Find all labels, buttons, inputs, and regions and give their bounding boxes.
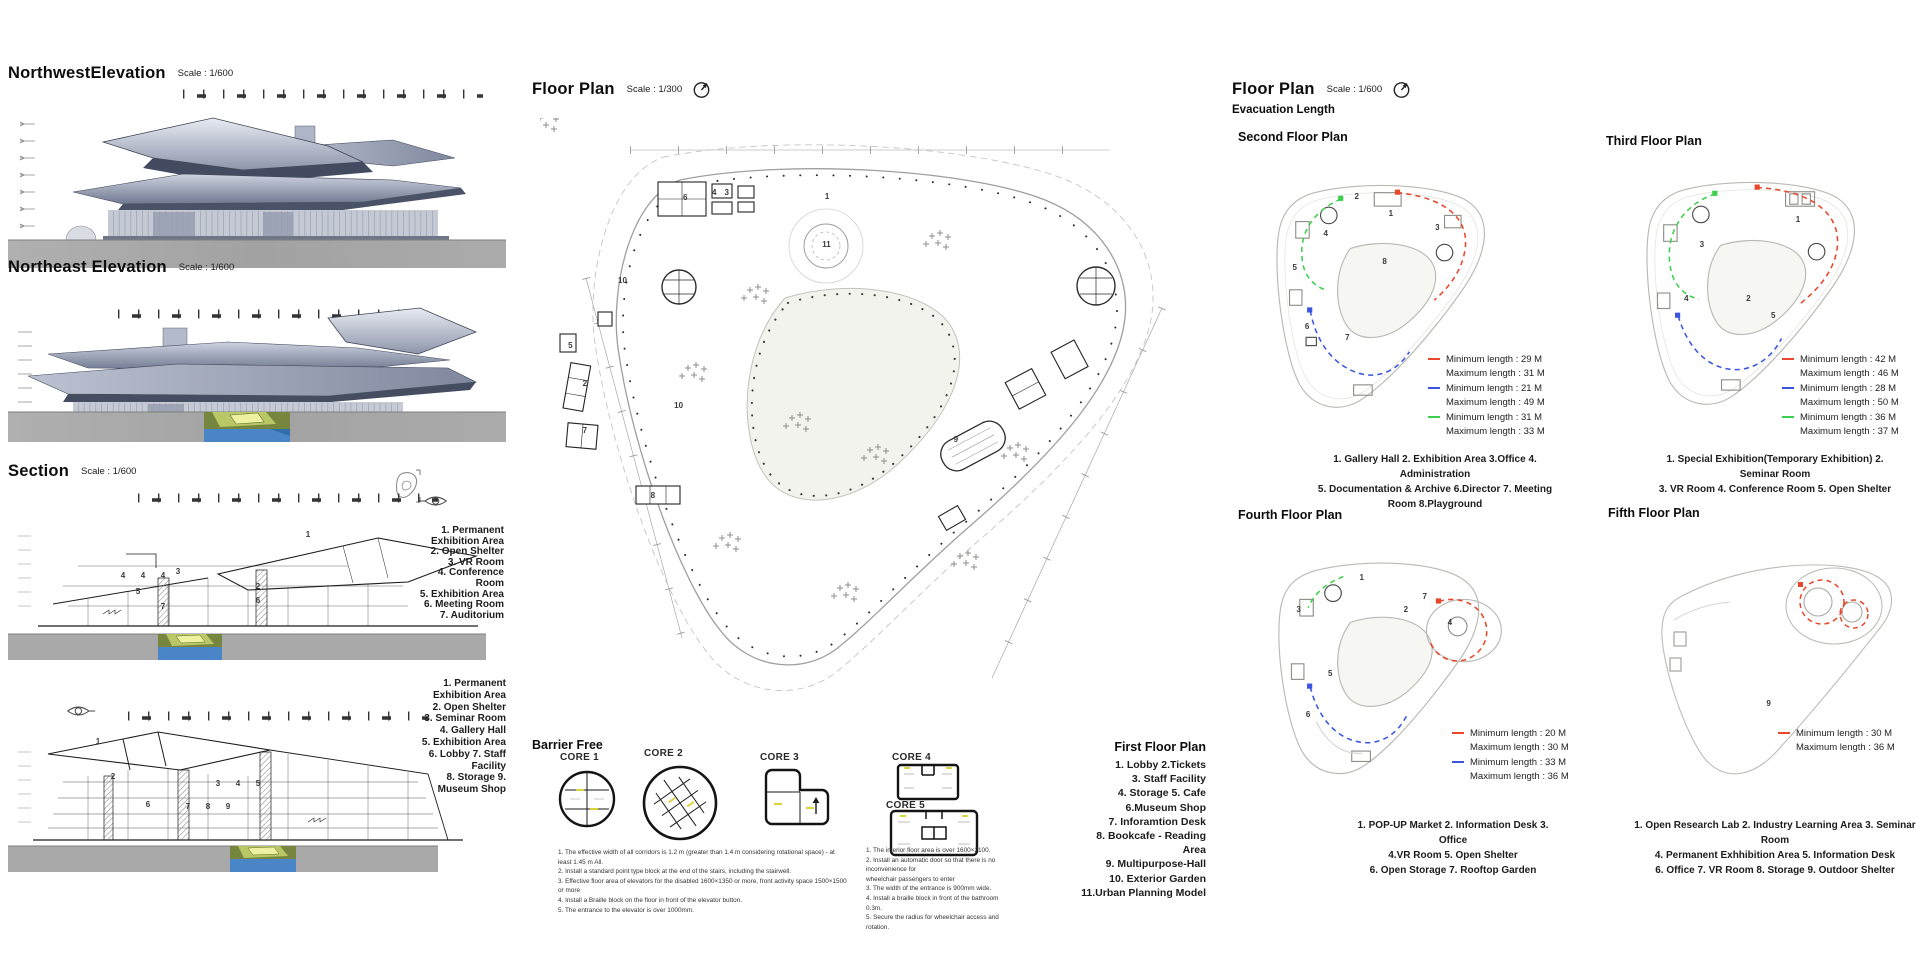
blue-dash-icon: [1782, 387, 1794, 389]
core3-label: CORE 3: [760, 752, 800, 763]
north-arrow-icon: [1392, 80, 1411, 99]
evac-min: Minimum length : 20 M: [1470, 727, 1567, 739]
third-floor-legend-line: 3. VR Room 4. Conference Room 5. Open Shelter: [1658, 484, 1892, 495]
third-floor-legend: [1650, 452, 1900, 497]
northeast-elevation-scale: Scale : 1/600: [178, 262, 235, 273]
section2-legend-line: 5. Exhibition Area: [421, 736, 506, 748]
plan-number-label: 1: [1795, 214, 1801, 224]
second-floor-legend-line: 5. Documentation & Archive 6.Director 7. Meeting Room 8.Playground: [1317, 484, 1553, 510]
evac-max: Maximum length : 30 M: [1470, 742, 1569, 754]
evac-max: Maximum length : 37 M: [1800, 426, 1899, 438]
green-dash-icon: [1782, 416, 1794, 418]
section1-legend-line: 4. Conference Room: [437, 567, 504, 589]
core2-plan: [638, 758, 722, 846]
plan-number-label: 10: [618, 275, 627, 285]
first-floor-legend-line: 6.Museum Shop: [1125, 801, 1206, 814]
plan-number-label: 8: [1382, 257, 1387, 267]
barrier-free-note: 3. Effective floor area of elevators for the disabled 1600×1350 or more, front activity space 1500×1500 or more: [558, 877, 847, 895]
section-scale: Scale : 1/600: [81, 466, 137, 477]
first-floor-legend-line: 10. Exterior Garden: [1109, 872, 1206, 885]
first-floor-legend: [1076, 758, 1206, 900]
plan-number-label: 8: [650, 491, 656, 501]
evac-max: Maximum length : 31 M: [1446, 368, 1545, 380]
main-floor-plan: [540, 118, 1200, 743]
core4-label: CORE 4: [892, 752, 932, 763]
plan-number-label: 3: [175, 567, 181, 577]
fifth-floor-legend-line: 4. Permanent Exhhibition Area 5. Information Desk: [1654, 850, 1896, 861]
third-floor-evac-legend: [1782, 352, 1899, 439]
level-markers: [18, 332, 32, 402]
section2-legend-line: 8. Storage 9. Museum Shop: [437, 772, 506, 796]
plan-number-label: 4: [1447, 618, 1453, 628]
plan-number-label: 3: [1699, 240, 1705, 250]
section1-legend-line: Exhibition Area: [431, 535, 504, 547]
section1-legend-line: 3. VR Room: [447, 556, 504, 568]
section-header: [8, 462, 136, 481]
plan-number-label: 2: [110, 771, 116, 781]
section2-legend-line: Exhibition Area: [433, 689, 506, 701]
fourth-floor-legend-line: 4.VR Room 5. Open Shelter: [1388, 850, 1518, 861]
underground-section-box: [158, 634, 222, 660]
second-floor-evac-legend: [1428, 352, 1545, 439]
barrier-free-note: 5. The entrance to the elevator is over 1000mm.: [558, 906, 694, 914]
plan-number-label: 5: [1292, 262, 1297, 272]
section-title: Section: [8, 462, 69, 480]
red-dash-icon: [1778, 732, 1790, 734]
plan-number-label: 1: [1359, 572, 1364, 582]
plan-number-label: 3: [1435, 223, 1440, 233]
plan-number-label: 6: [682, 193, 688, 202]
plan-number-label: 1: [305, 529, 311, 539]
section2-legend-line: 1. Permanent: [443, 678, 506, 689]
plan-number-label: 4: [140, 571, 146, 580]
plan-number-label: 3: [215, 779, 221, 789]
plan-number-label: 7: [185, 801, 191, 811]
fourth-floor-legend-line: 1. POP-UP Market 2. Information Desk 3. Office: [1357, 820, 1549, 846]
evac-max: Maximum length : 49 M: [1446, 397, 1545, 409]
evac-min: Minimum length : 36 M: [1800, 411, 1897, 423]
evac-max: Maximum length : 46 M: [1800, 368, 1899, 380]
section1-legend-line: 5. Exhibition Area: [419, 588, 504, 600]
plan-number-label: 9: [1766, 699, 1771, 709]
first-floor-legend-line: 11.Urban Planning Model: [1081, 886, 1206, 899]
plan-number-label: 9: [953, 434, 959, 444]
evacuation-header: [1232, 80, 1411, 99]
northwest-elevation-drawing: [8, 86, 506, 268]
northeast-elevation-title: Northeast Elevation: [8, 258, 167, 276]
core1-label: CORE 1: [560, 752, 600, 763]
second-floor-legend: [1310, 452, 1560, 512]
fourth-floor-title: Fourth Floor Plan: [1238, 508, 1343, 522]
barrier-free-notes-right: [866, 846, 1016, 932]
barrier-free-notes-left: [558, 848, 848, 915]
plan-number-label: 2: [255, 581, 261, 591]
barrier-free-note: 5. Secure the radius for wheelchair access and rotation.: [866, 914, 999, 931]
underground-section-box: [230, 846, 296, 872]
evac-min: Minimum length : 30 M: [1796, 727, 1893, 739]
barrier-free-note: 4. Install a braille block in front of the bathroom 0.3m.: [866, 894, 999, 912]
evac-min: Minimum length : 31 M: [1446, 411, 1543, 423]
green-dash-icon: [1428, 416, 1440, 418]
evac-max: Maximum length : 50 M: [1800, 397, 1899, 409]
plan-number-label: 5: [135, 587, 141, 597]
plan-number-label: 7: [1422, 591, 1427, 601]
fourth-floor-evac-legend: [1452, 726, 1569, 784]
north-arrow-icon: [692, 80, 711, 99]
fifth-floor-evac-legend: [1778, 726, 1895, 755]
building-elevation: [66, 118, 466, 240]
scale-bar: [183, 94, 483, 96]
plan-number-label: 8: [205, 801, 211, 811]
first-floor-legend-line: 7. Inforamtion Desk: [1108, 815, 1206, 828]
first-floor-legend-line: 4. Storage 5. Cafe: [1117, 787, 1206, 800]
northeast-elevation-drawing: [8, 284, 506, 442]
floor-plan-scale: Scale : 1/300: [626, 84, 683, 95]
level-markers: [20, 122, 35, 228]
floor-plan-title: Floor Plan: [532, 80, 615, 98]
evac-max: Maximum length : 36 M: [1470, 771, 1569, 783]
first-floor-legend-line: 1. Lobby 2.Tickets: [1115, 759, 1206, 771]
plan-number-label: 9: [225, 801, 231, 811]
evacuation-floor-plan-title: Floor Plan: [1232, 80, 1315, 98]
section1-legend-line: 6. Meeting Room: [423, 599, 504, 611]
plan-number-label: 2: [1746, 293, 1751, 303]
plan-number-label: 6: [1305, 709, 1311, 719]
plan-number-label: 2: [582, 379, 588, 389]
northwest-elevation-title: NorthwestElevation: [8, 64, 166, 82]
section1-legend-line: 7. Auditorium: [439, 609, 504, 621]
barrier-free-note: wheelchair passengers to enter: [866, 875, 955, 883]
evac-min: Minimum length : 42 M: [1800, 353, 1897, 365]
plan-number-label: 6: [145, 799, 151, 809]
northwest-elevation-scale: Scale : 1/600: [177, 68, 234, 79]
evacuation-floor-plan-scale: Scale : 1/600: [1326, 84, 1383, 95]
core5-label: CORE 5: [886, 800, 926, 811]
core1-plan: [556, 766, 618, 832]
plan-number-label: 11: [822, 239, 831, 249]
plan-number-label: 5: [1327, 669, 1333, 679]
plan-number-label: 4: [160, 571, 166, 580]
first-floor-legend-line: 8. Bookcafe - Reading Area: [1096, 830, 1206, 857]
plan-number-label: 2: [1403, 605, 1409, 615]
evac-min: Minimum length : 29 M: [1446, 353, 1543, 365]
red-dash-icon: [1782, 358, 1794, 360]
section1-legend-line: 1. Permanent: [441, 525, 504, 536]
plan-number-label: 10: [674, 400, 684, 410]
section2-legend-line: 4. Gallery Hall: [439, 725, 506, 737]
plan-number-label: 3: [1296, 605, 1301, 615]
core4-plan: [892, 760, 964, 804]
scale-bar: [138, 498, 438, 500]
blue-dash-icon: [1428, 387, 1440, 389]
plan-number-label: 5: [1770, 310, 1776, 320]
section2-legend-line: 3. Seminar Room: [424, 713, 506, 725]
plan-number-label: 7: [582, 425, 588, 435]
plan-number-label: 4: [120, 571, 126, 580]
plan-number-label: 1: [1388, 209, 1394, 219]
core3-plan: [758, 764, 834, 830]
barrier-free-note: 4. Install a Braille block on the floor in front of the elevator button.: [558, 896, 743, 904]
plan-number-label: 1: [95, 736, 101, 746]
section2-legend-line: 2. Open Shelter: [432, 701, 506, 713]
building-outline: [616, 169, 1125, 665]
plan-number-label: 6: [1304, 322, 1310, 332]
first-floor-legend-line: 3. Staff Facility: [1131, 773, 1206, 786]
barrier-free-title: Barrier Free: [532, 738, 603, 752]
barrier-free-note: 3. The width of the entrance is 900mm wide.: [866, 885, 992, 893]
second-floor-legend-line: 1. Gallery Hall 2. Exhibition Area 3.Office 4. Administration: [1333, 454, 1537, 480]
evac-max: Maximum length : 33 M: [1446, 426, 1545, 438]
section2-legend-line: 6. Lobby 7. Staff Facility: [428, 748, 506, 772]
plan-number-label: 2: [1354, 192, 1359, 202]
second-floor-title: Second Floor Plan: [1238, 130, 1348, 144]
northeast-elevation-header: [8, 258, 234, 277]
blue-dash-icon: [1452, 761, 1464, 763]
core2-label: CORE 2: [644, 748, 684, 759]
evac-min: Minimum length : 28 M: [1800, 382, 1897, 394]
northwest-elevation-header: [8, 64, 233, 83]
red-dash-icon: [1452, 732, 1464, 734]
fourth-floor-legend: [1343, 818, 1563, 878]
fifth-floor-legend: [1630, 818, 1920, 878]
evac-min: Minimum length : 33 M: [1470, 756, 1567, 768]
red-dash-icon: [1428, 358, 1440, 360]
third-floor-title: Third Floor Plan: [1606, 134, 1702, 148]
plan-number-label: 1: [824, 191, 830, 201]
section-lines: [33, 732, 463, 840]
scale-bar: [128, 716, 428, 718]
evac-min: Minimum length : 21 M: [1446, 382, 1543, 394]
evacuation-subtitle: Evacuation Length: [1232, 104, 1335, 116]
plan-number-label: 4: [235, 779, 241, 789]
fifth-floor-title: Fifth Floor Plan: [1608, 506, 1700, 520]
evac-max: Maximum length : 36 M: [1796, 742, 1895, 754]
plan-number-label: 4: [1323, 228, 1328, 238]
barrier-free-note: 2. Install a standard point type block at the end of the stairs, including the stairwell.: [558, 868, 792, 876]
plan-number-label: 4: [1684, 293, 1689, 303]
section1-legend: [418, 526, 504, 621]
plan-number-label: 7: [1345, 333, 1350, 343]
first-floor-legend-line: 9. Multipurpose-Hall: [1105, 858, 1206, 871]
first-floor-plan-title: First Floor Plan: [1114, 740, 1206, 754]
fifth-floor-legend-line: 6. Office 7. VR Room 8. Storage 9. Outdoor Shelter: [1655, 865, 1895, 876]
plan-number-label: 4: [712, 188, 717, 197]
plan-number-label: 3: [724, 188, 729, 197]
plan-number-label: 5: [255, 779, 261, 789]
floor-plan-header: [532, 80, 711, 99]
plan-number-label: 6: [255, 596, 261, 606]
plan-number-label: 7: [160, 601, 166, 611]
barrier-free-note: 1. The interior floor area is over 1600×2100.: [866, 847, 991, 854]
barrier-free-note: 2. Install an automatic door so that there is no inconvenience for: [866, 856, 996, 874]
underground-section-box: [204, 412, 290, 442]
barrier-free-note: 1. The effective width of all corridors is 1.2 m (greater than 1.4 m considering rotational space) - at least 1.45 m All.: [558, 849, 835, 866]
section2-legend: [416, 678, 506, 796]
building-elevation: [28, 308, 476, 426]
fourth-floor-legend-line: 6. Open Storage 7. Rooftop Garden: [1369, 865, 1537, 876]
fifth-floor-legend-line: 1. Open Research Lab 2. Industry Learning Area 3. Seminar Room: [1634, 820, 1916, 846]
fifth-floor-plan-drawing: [1630, 532, 1920, 810]
third-floor-legend-line: 1. Special Exhibition(Temporary Exhibition) 2. Seminar Room: [1666, 454, 1884, 480]
plan-number-label: 5: [568, 341, 573, 351]
section1-legend-line: 2. Open Shelter: [430, 546, 504, 558]
